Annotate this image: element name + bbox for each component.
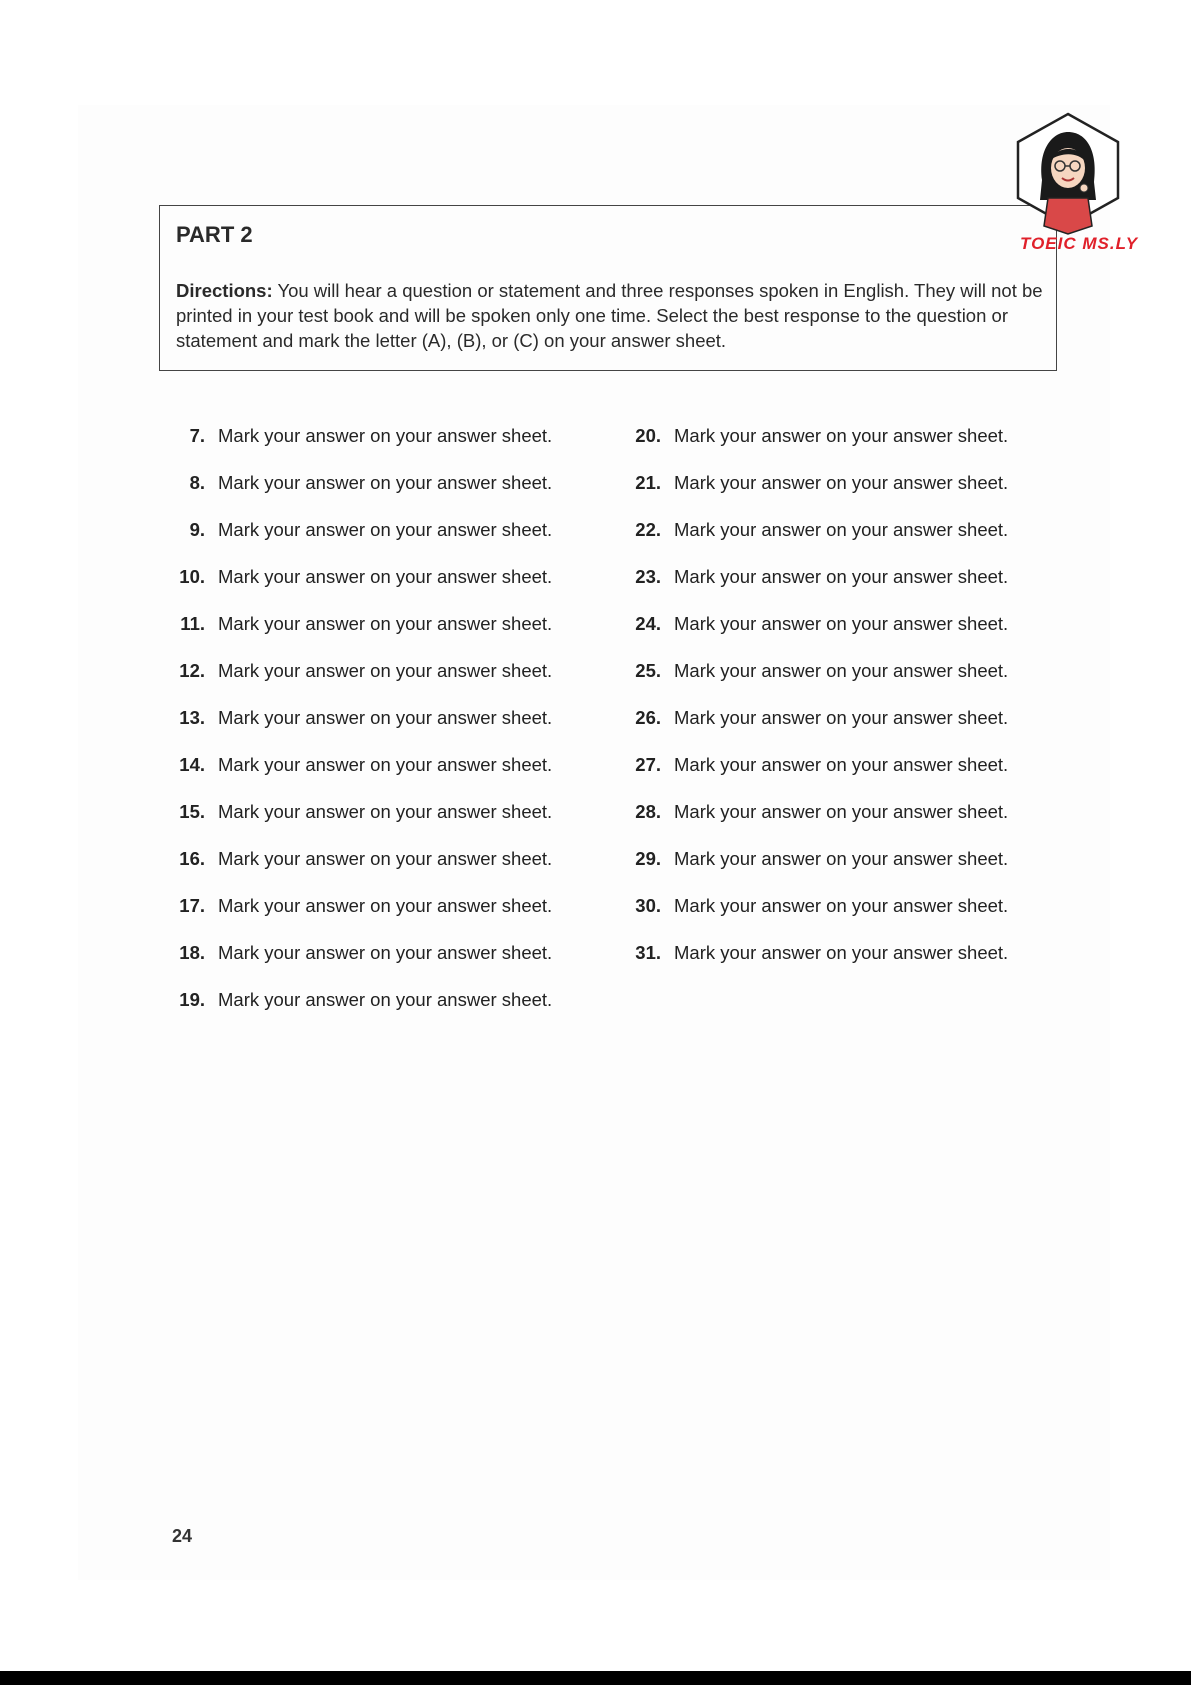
directions-paragraph	[176, 278, 1046, 353]
question-text: Mark your answer on your answer sheet.	[674, 754, 1009, 775]
question-text: Mark your answer on your answer sheet.	[218, 801, 553, 822]
question-text: Mark your answer on your answer sheet.	[674, 801, 1009, 822]
question-number: 11.	[180, 613, 205, 634]
teacher-avatar-badge	[1012, 110, 1124, 250]
question-text: Mark your answer on your answer sheet.	[674, 425, 1009, 446]
question-text: Mark your answer on your answer sheet.	[674, 472, 1009, 493]
question-number: 7.	[189, 425, 205, 446]
question-number: 21.	[635, 472, 661, 493]
question-number: 14.	[179, 754, 205, 775]
question-number: 20.	[635, 425, 661, 446]
question-text: Mark your answer on your answer sheet.	[218, 660, 553, 681]
question-number: 10.	[179, 566, 205, 587]
question-text: Mark your answer on your answer sheet.	[218, 848, 553, 869]
question-text: Mark your answer on your answer sheet.	[674, 707, 1009, 728]
question-number: 9.	[189, 519, 205, 540]
question-number: 24.	[635, 613, 661, 634]
question-number: 19.	[179, 989, 205, 1010]
question-number: 22.	[635, 519, 661, 540]
question-text: Mark your answer on your answer sheet.	[218, 942, 553, 963]
question-number: 28.	[635, 801, 661, 822]
question-number: 25.	[635, 660, 661, 681]
part-2-directions-box	[159, 205, 1057, 371]
question-text: Mark your answer on your answer sheet.	[218, 566, 553, 587]
question-number: 13.	[179, 707, 205, 728]
question-text: Mark your answer on your answer sheet.	[674, 895, 1009, 916]
question-number: 12.	[179, 660, 205, 681]
question-number: 27.	[635, 754, 661, 775]
question-number: 31.	[635, 942, 661, 963]
directions-label: Directions:	[176, 280, 273, 301]
question-text: Mark your answer on your answer sheet.	[674, 566, 1009, 587]
question-number: 17.	[179, 895, 205, 916]
question-number: 26.	[635, 707, 661, 728]
question-text: Mark your answer on your answer sheet.	[674, 848, 1009, 869]
question-text: Mark your answer on your answer sheet.	[674, 613, 1009, 634]
question-text: Mark your answer on your answer sheet.	[674, 942, 1009, 963]
bottom-rule	[0, 1671, 1191, 1685]
question-text: Mark your answer on your answer sheet.	[218, 472, 553, 493]
question-number: 8.	[189, 472, 205, 493]
question-text: Mark your answer on your answer sheet.	[218, 425, 553, 446]
directions-text: You will hear a question or statement and three responses spoken in English. They will not be printed in your test book and will be spoken only one time. Select the best response to the question or statement and mark the letter (A), (B), or (C) on your answer sheet.	[176, 280, 1043, 351]
question-text: Mark your answer on your answer sheet.	[218, 754, 553, 775]
question-number: 23.	[635, 566, 661, 587]
question-text: Mark your answer on your answer sheet.	[218, 519, 553, 540]
question-text: Mark your answer on your answer sheet.	[218, 989, 553, 1010]
question-text: Mark your answer on your answer sheet.	[674, 519, 1009, 540]
question-number: 15.	[179, 801, 205, 822]
question-text: Mark your answer on your answer sheet.	[218, 707, 553, 728]
badge-label: TOEIC MS.LY	[1020, 234, 1139, 253]
question-number: 29.	[635, 848, 661, 869]
question-number: 18.	[179, 942, 205, 963]
question-number: 16.	[179, 848, 205, 869]
page-number: 24	[172, 1526, 193, 1546]
question-text: Mark your answer on your answer sheet.	[218, 895, 553, 916]
part-title: PART 2	[176, 222, 253, 247]
question-text: Mark your answer on your answer sheet.	[218, 613, 553, 634]
apron	[1044, 198, 1092, 234]
question-number: 30.	[635, 895, 661, 916]
question-text: Mark your answer on your answer sheet.	[674, 660, 1009, 681]
